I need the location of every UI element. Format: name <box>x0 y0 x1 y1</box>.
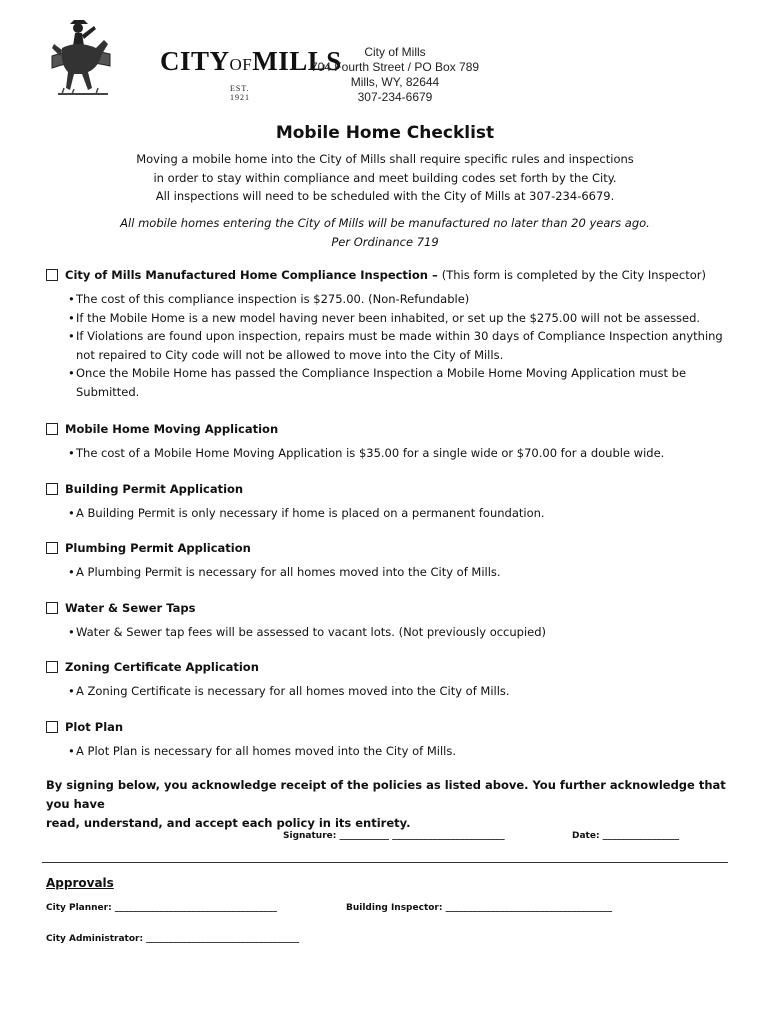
checkbox[interactable] <box>46 602 58 614</box>
building-inspector-field[interactable]: Building Inspector: _____________________________________ <box>346 903 613 913</box>
checkbox[interactable] <box>46 423 58 435</box>
list-item: • A Plot Plan is necessary for all homes moved into the City of Mills. <box>68 744 456 758</box>
address-line: City of Mills <box>364 45 426 59</box>
intro-line: Moving a mobile home into the City of Mills shall require specific rules and inspections <box>136 152 634 166</box>
section-title: Plot Plan <box>65 720 124 734</box>
checkbox[interactable] <box>46 661 58 673</box>
list-item: • Water & Sewer tap fees will be assessed to vacant lots. (Not previously occupied) <box>68 625 547 639</box>
checkbox[interactable] <box>46 542 58 554</box>
bucking-horse-rider-icon <box>48 18 118 102</box>
list-item-text: A Building Permit is only necessary if home is placed on a permanent foundation. <box>76 506 545 520</box>
bullet-list <box>46 290 736 401</box>
section-title: Mobile Home Moving Application <box>65 422 279 436</box>
checklist-section-plot-plan <box>46 718 736 761</box>
bullet-list <box>46 444 736 463</box>
bullet-list <box>46 504 736 523</box>
list-item: • The cost of this compliance inspection is $275.00. (Non-Refundable) <box>68 292 470 306</box>
list-item: • A Zoning Certificate is necessary for all homes moved into the City of Mills. <box>68 684 510 698</box>
address-line: 704 Fourth Street / PO Box 789 <box>310 60 480 74</box>
list-item-text: If Violations are found upon inspection, repairs must be made within 30 days of Compliance Inspection anything not repaired to City code will not be allowed to move into the City of Mills. <box>76 329 723 362</box>
checklist-section-moving-application <box>46 420 736 463</box>
ack-line: By signing below, you acknowledge receipt of the policies as listed above. You further acknowledge that you have <box>46 778 726 811</box>
logo-established: EST. 1921 <box>230 84 250 102</box>
list-item-text: A Zoning Certificate is necessary for all homes moved into the City of Mills. <box>76 684 510 698</box>
checklist-section-water-sewer <box>46 599 736 642</box>
section-title: Plumbing Permit Application <box>65 541 251 555</box>
note-line: Per Ordinance 719 <box>331 235 439 249</box>
list-item: • Once the Mobile Home has passed the Compliance Inspection a Mobile Home Moving Application must be Submitted. <box>68 366 687 399</box>
list-item: • If Violations are found upon inspection, repairs must be made within 30 days of Compliance Inspection anything not repaired to City code will not be allowed to move into the City of Mills. <box>68 329 723 362</box>
list-item-text: A Plumbing Permit is necessary for all homes moved into the City of Mills. <box>76 565 501 579</box>
section-header <box>46 480 736 498</box>
divider <box>42 862 728 863</box>
list-item: • A Plumbing Permit is necessary for all homes moved into the City of Mills. <box>68 565 501 579</box>
checklist-section-zoning-certificate <box>46 658 736 701</box>
list-item: • A Building Permit is only necessary if home is placed on a permanent foundation. <box>68 506 545 520</box>
city-logo <box>48 18 342 102</box>
list-item-text: A Plot Plan is necessary for all homes moved into the City of Mills. <box>76 744 456 758</box>
address-line: Mills, WY, 82644 <box>350 75 440 89</box>
list-item-text: The cost of a Mobile Home Moving Application is $35.00 for a single wide or $70.00 for a double wide. <box>76 446 665 460</box>
list-item-text: The cost of this compliance inspection is $275.00. (Non-Refundable) <box>76 292 470 306</box>
logo-city: CITY <box>160 46 230 76</box>
bullet-list <box>46 563 736 582</box>
ordinance-note <box>80 214 690 252</box>
approvals-heading: Approvals <box>46 876 114 890</box>
logo-of: OF <box>229 55 253 74</box>
intro-line: in order to stay within compliance and meet building codes set forth by the City. <box>153 170 617 185</box>
date-field[interactable]: Date: _________________ <box>572 831 680 841</box>
address-block <box>290 45 500 105</box>
section-header <box>46 718 736 736</box>
ack-line: read, understand, and accept each policy in its entirety. <box>46 816 411 830</box>
checklist-section-building-permit <box>46 480 736 523</box>
section-header <box>46 266 736 284</box>
section-header <box>46 420 736 438</box>
checklist-section-plumbing-permit <box>46 539 736 582</box>
bullet-list <box>46 682 736 701</box>
bullet-list <box>46 742 736 761</box>
section-title: City of Mills Manufactured Home Compliance Inspection – <box>65 268 438 282</box>
bullet-list <box>46 623 736 642</box>
list-item: • If the Mobile Home is a new model having never been inhabited, or set up the $275.00 will not be assessed. <box>68 310 701 325</box>
section-subtitle: (This form is completed by the City Inspector) <box>441 268 706 282</box>
list-item-text: Water & Sewer tap fees will be assessed to vacant lots. (Not previously occupied) <box>76 625 547 639</box>
address-line: 307-234-6679 <box>357 90 433 104</box>
city-planner-field[interactable]: City Planner: ____________________________________ <box>46 903 277 913</box>
section-header <box>46 599 736 617</box>
list-item: • The cost of a Mobile Home Moving Application is $35.00 for a single wide or $70.00 for a double wide. <box>68 446 665 460</box>
section-title: Building Permit Application <box>65 482 244 496</box>
page-title: Mobile Home Checklist <box>275 123 495 143</box>
checkbox[interactable] <box>46 721 58 733</box>
list-item-text: If the Mobile Home is a new model having never been inhabited, or set up the $275.00 will not be assessed. <box>76 310 701 325</box>
logo-mills: MILLS <box>252 46 342 76</box>
section-title: Water & Sewer Taps <box>65 601 196 615</box>
section-header <box>46 658 736 676</box>
note-line: All mobile homes entering the City of Mills will be manufactured no later than 20 years ago. <box>120 216 650 230</box>
list-item-text: Once the Mobile Home has passed the Compliance Inspection a Mobile Home Moving Application must be Submitted. <box>76 366 687 399</box>
section-header <box>46 539 736 557</box>
signature-field[interactable]: Signature: ___________ _________________________ <box>283 831 505 841</box>
city-administrator-field[interactable]: City Administrator: __________________________________ <box>46 934 300 944</box>
checklist-section-compliance-inspection <box>46 266 736 401</box>
intro-paragraph <box>80 150 690 206</box>
intro-line: All inspections will need to be scheduled with the City of Mills at 307-234-6679. <box>155 189 615 203</box>
acknowledgement-paragraph <box>46 776 726 833</box>
section-title: Zoning Certificate Application <box>65 660 259 674</box>
checkbox[interactable] <box>46 483 58 495</box>
checkbox[interactable] <box>46 269 58 281</box>
